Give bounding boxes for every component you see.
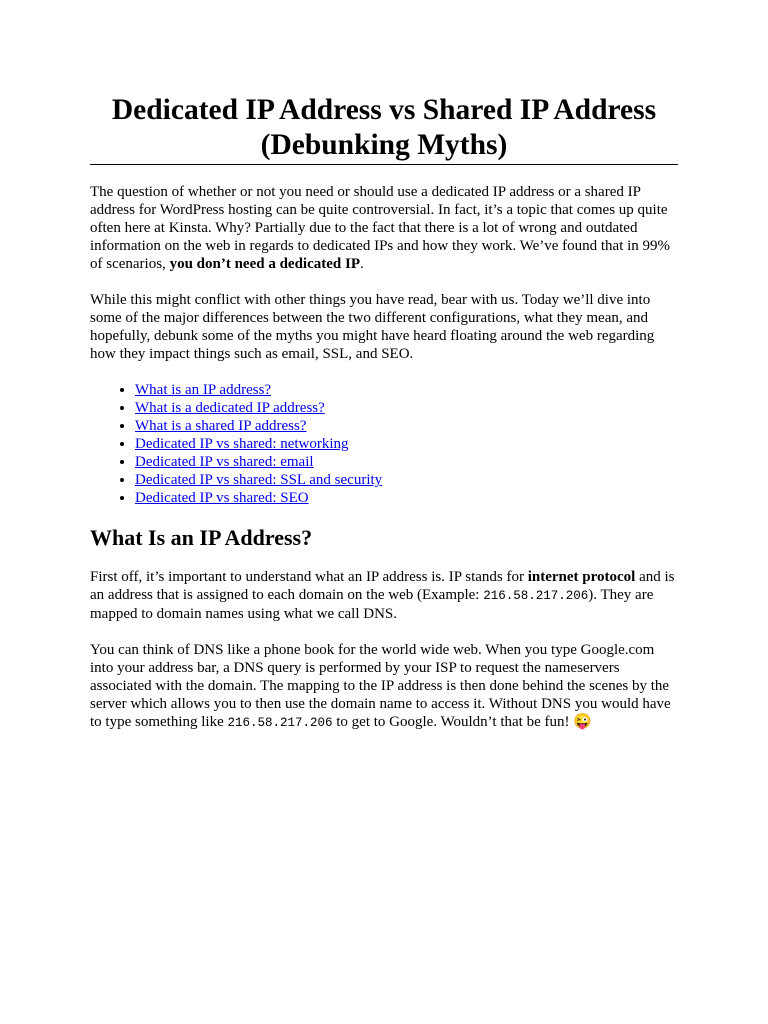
- toc-item: [135, 471, 678, 489]
- toc-link-ssl-security[interactable]: Dedicated IP vs shared: SSL and security: [135, 472, 383, 488]
- toc-item: [135, 417, 678, 435]
- toc-link-email[interactable]: Dedicated IP vs shared: email: [135, 454, 314, 470]
- section-p1-text-b: and is an address that is assigned to each domain on the web (Example:: [90, 569, 675, 603]
- section-p2-text-a: You can think of DNS like a phone book for the world wide web. When you type Google.com into your address bar, a DNS query is performed by your ISP to request the nameservers associated with the domain. The mapping to the IP address is then done behind the scenes by the server which allows you to then use the domain name to access it. Without DNS you would have to type something like: [90, 642, 671, 730]
- toc-item: [135, 489, 678, 507]
- section-paragraph-1: [90, 568, 678, 623]
- intro-bold: you don’t need a dedicated IP: [169, 256, 360, 272]
- toc-item: [135, 399, 678, 417]
- toc-link-dedicated-ip[interactable]: What is a dedicated IP address?: [135, 400, 325, 416]
- toc-link-seo[interactable]: Dedicated IP vs shared: SEO: [135, 490, 309, 506]
- toc-item: [135, 381, 678, 399]
- winking-tongue-emoji-icon: 😜: [573, 714, 592, 730]
- toc-link-shared-ip[interactable]: What is a shared IP address?: [135, 418, 307, 434]
- toc-link-ip-address[interactable]: What is an IP address?: [135, 382, 272, 398]
- intro-text: The question of whether or not you need or should use a dedicated IP address or a shared IP address for WordPress hosting can be quite controversial. In fact, it’s a topic that comes up quite often here at Kinsta. Why? Partially due to the fact that there is a lot of wrong and outdated information on the web in regards to dedicated IPs and how they work. We’ve found that in 99% of scenarios,: [90, 184, 671, 272]
- section-p1-bold: internet protocol: [527, 569, 636, 585]
- intro-paragraph: [90, 183, 678, 273]
- toc-link-networking[interactable]: Dedicated IP vs shared: networking: [135, 436, 349, 452]
- table-of-contents: [90, 381, 678, 507]
- section-p2-text-b: to get to Google. Wouldn’t that be fun!: [332, 714, 574, 730]
- section-paragraph-2: [90, 641, 678, 732]
- ip-example-code-2: 216.58.217.206: [227, 716, 333, 730]
- intro-paragraph-2: While this might conflict with other things you have read, bear with us. Today we’ll dive into some of the major differences between the two different configurations, what they mean, and hopefully, debunk some of the myths you might have heard floating around the web regarding how they impact things such as email, SSL, and SEO.: [90, 292, 655, 362]
- ip-example-code: 216.58.217.206: [483, 589, 589, 603]
- intro-end: .: [360, 256, 364, 272]
- toc-item: [135, 453, 678, 471]
- section-heading: What Is an IP Address?: [90, 525, 313, 550]
- document-page: [90, 93, 678, 732]
- section-p1-text-c: ). They are mapped to domain names using what we call DNS.: [90, 587, 654, 622]
- section-p1-text-a: First off, it’s important to understand what an IP address is. IP stands for: [90, 569, 528, 585]
- toc-item: [135, 435, 678, 453]
- page-title: Dedicated IP Address vs Shared IP Address (Debunking Myths): [90, 93, 678, 165]
